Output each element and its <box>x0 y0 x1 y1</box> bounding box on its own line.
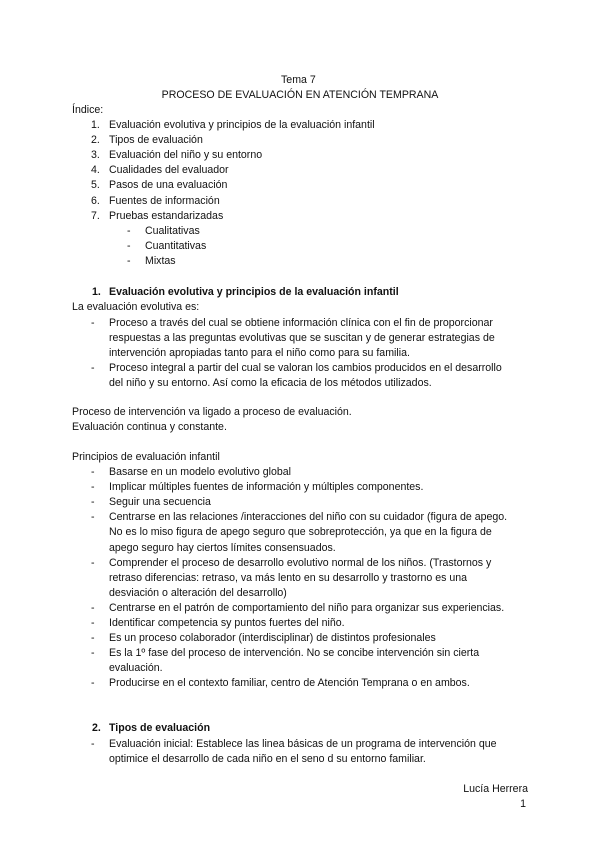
principle-text: Seguir una secuencia <box>109 496 211 509</box>
dash-marker: - <box>127 240 131 253</box>
principle-text: No es lo miso figura de apego seguro que sobreprotección, ya que en la figura de <box>109 526 492 539</box>
bullet-text: Evaluación inicial: Establece las linea básicas de un programa de intervención que <box>109 738 497 750</box>
dash-marker: - <box>91 362 95 375</box>
bullet-text: Proceso integral a partir del cual se valoran los cambios producidos en el desarrollo <box>109 362 502 375</box>
index-subitem: Cuantitativas <box>145 240 207 253</box>
index-item-number: 3. <box>91 149 100 162</box>
index-subitem: Cualitativas <box>145 225 200 237</box>
index-item-number: 6. <box>91 194 100 207</box>
principle-text: Es un proceso colaborador (interdisciplinar) de distintos profesionales <box>109 632 436 645</box>
dash-marker: - <box>91 617 95 629</box>
index-item: Cualidades del evaluador <box>109 164 229 177</box>
page-number: 1 <box>520 798 526 810</box>
index-label: Índice: <box>72 104 104 116</box>
dash-marker: - <box>91 466 95 478</box>
principle-text: Es la 1º fase del proceso de intervención. No se concibe intervención sin cierta <box>109 647 480 660</box>
index-item-number: 7. <box>91 209 100 222</box>
index-subitem: Mixtas <box>145 255 176 268</box>
principle-text: Basarse en un modelo evolutivo global <box>109 466 291 478</box>
principle-text: Centrarse en el patrón de comportamiento del niño para organizar sus experiencias. <box>109 601 505 614</box>
author-name: Lucía Herrera <box>463 783 528 795</box>
principle-text: evaluación. <box>109 662 163 675</box>
dash-marker: - <box>91 601 95 614</box>
index-item: Pruebas estandarizadas <box>109 209 224 222</box>
index-item-number: 5. <box>91 179 100 192</box>
dash-marker: - <box>127 255 131 268</box>
dash-marker: - <box>91 647 95 660</box>
dash-marker: - <box>91 632 95 645</box>
bullet-text: respuestas a las preguntas evolutivas que se suscitan y de generar estrategias de <box>109 332 495 345</box>
principle-text: retraso diferencias: retraso, va más lento en su desarrollo y trastorno es una <box>109 571 468 584</box>
index-item: Fuentes de información <box>109 194 220 207</box>
section1-heading: Evaluación evolutiva y principios de la evaluación infantil <box>109 286 399 298</box>
dash-marker: - <box>91 496 95 509</box>
section2-heading: Tipos de evaluación <box>109 722 211 734</box>
section2-number: 2. <box>92 722 101 734</box>
principle-text: Producirse en el contexto familiar, centro de Atención Temprana o en ambos. <box>109 677 470 690</box>
dash-marker: - <box>91 677 95 690</box>
dash-marker: - <box>91 738 95 750</box>
index-item: Pasos de una evaluación <box>109 179 228 192</box>
bullet-text: intervención apropiadas tanto para el niño como para su familia. <box>109 347 410 360</box>
principle-text: desviación o alteración del desarrollo) <box>109 586 287 599</box>
principle-text: Centrarse en las relaciones /interacciones del niño con su cuidador (figura de apego. <box>109 511 508 524</box>
index-item: Evaluación evolutiva y principios de la evaluación infantil <box>109 119 375 131</box>
section1-number: 1. <box>92 286 101 298</box>
principle-text: Comprender el proceso de desarrollo evolutivo normal de los niños. (Trastornos y <box>109 556 492 569</box>
dash-marker: - <box>91 556 95 569</box>
paragraph-continuous: Evaluación continua y constante. <box>72 421 227 433</box>
bullet-text: del niño y su entorno. Así como la eficacia de los métodos utilizados. <box>109 377 432 390</box>
principles-label: Principios de evaluación infantil <box>72 451 220 463</box>
principle-text: apego seguro hay ciertos límites consensuados. <box>109 541 336 554</box>
topic-label: Tema 7 <box>281 74 316 86</box>
dash-marker: - <box>91 481 95 494</box>
dash-marker: - <box>91 317 95 329</box>
section1-intro: La evaluación evolutiva es: <box>72 301 200 313</box>
page-title: PROCESO DE EVALUACIÓN EN ATENCIÓN TEMPRANA <box>161 89 439 101</box>
principle-text: Identificar competencia sy puntos fuertes del niño. <box>109 617 345 629</box>
bullet-text: optimice el desarrollo de cada niño en el seno d su entorno familiar. <box>109 753 426 766</box>
index-item: Tipos de evaluación <box>109 134 203 147</box>
dash-marker: - <box>127 225 131 237</box>
index-item-number: 2. <box>91 134 100 147</box>
index-item-number: 4. <box>91 164 100 177</box>
index-item: Evaluación del niño y su entorno <box>109 149 263 162</box>
dash-marker: - <box>91 511 95 524</box>
principle-text: Implicar múltiples fuentes de información y múltiples componentes. <box>109 481 424 494</box>
bullet-text: Proceso a través del cual se obtiene información clínica con el fin de proporcionar <box>109 317 493 329</box>
index-item-number: 1. <box>91 119 100 131</box>
paragraph-intervention: Proceso de intervención va ligado a proceso de evaluación. <box>72 406 352 418</box>
